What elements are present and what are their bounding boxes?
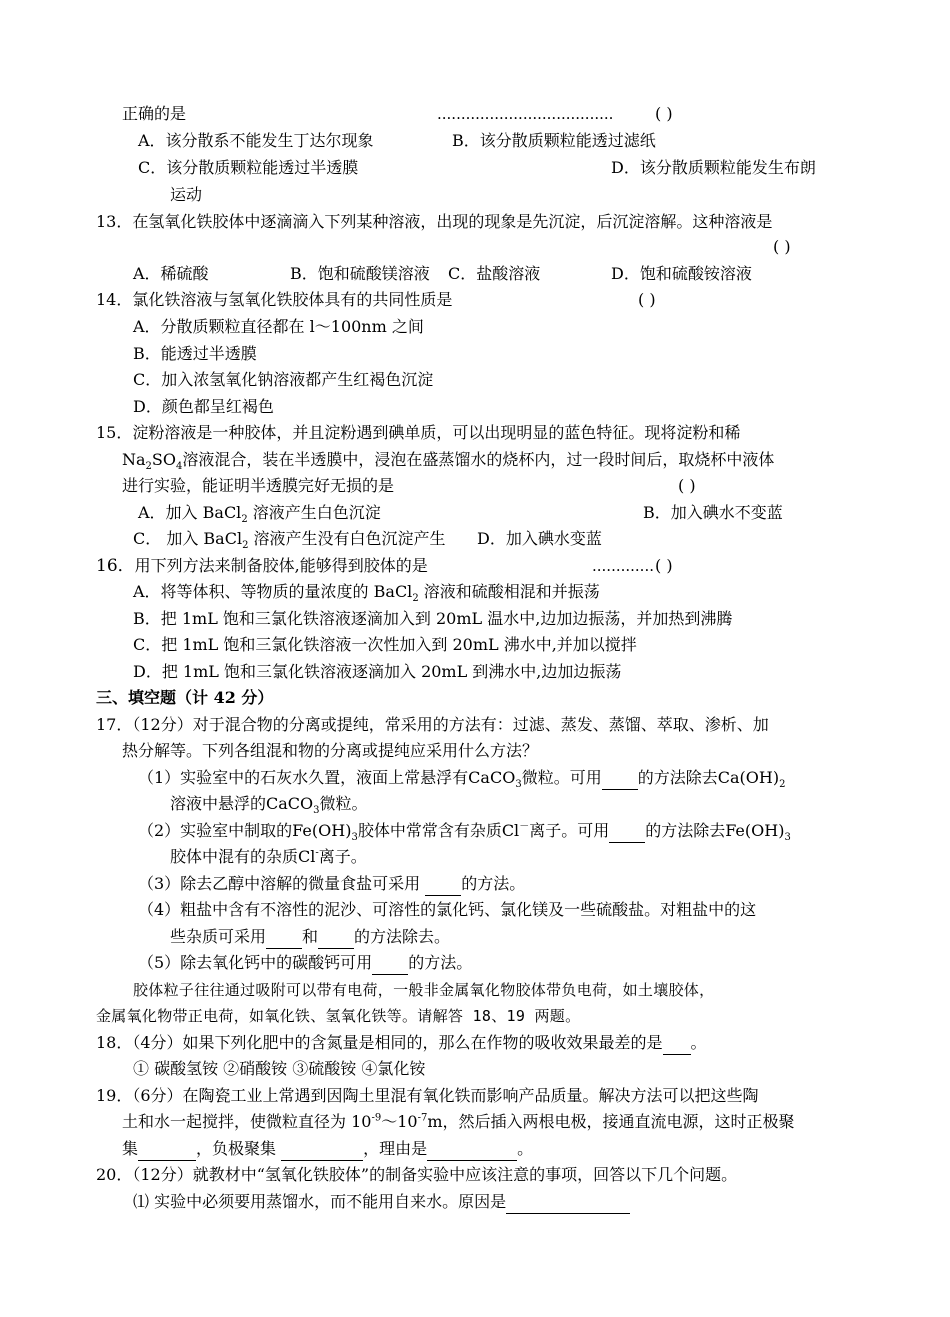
q13-option-b: B．饱和硫酸镁溶液 [290,264,430,283]
q17-blank-1[interactable] [602,767,638,790]
q17-part1-line2: 溶液中悬浮的CaCO$_3$微粒。 [170,794,368,817]
q12-option-d: D．该分散质颗粒能发生布朗 [611,158,816,177]
q16-option-a: A．将等体积、等物质的量浓度的 BaCl$_2$ 溶液和硫酸相混和并振荡 [133,582,600,605]
q15-stem-line3: 进行实验，能证明半透膜完好无损的是 [122,476,395,495]
q14-option-c: C．加入浓氢氧化钠溶液都产生红褐色沉淀 [133,370,434,389]
q17-blank-5[interactable] [372,952,408,975]
q15-stem-line2: $Na_2SO_4$溶液混合，装在半透膜中，浸泡在盛蒸馏水的烧杯内，过一段时间后，取烧杯中液体 [122,450,775,473]
q17-stem-line2: 热分解等。下列各组混和物的分离或提纯应采用什么方法？ [122,741,539,760]
q16-answer-paren: ( ) [655,556,673,575]
q16-option-b: B．把 1mL 饱和三氯化铁溶液逐滴加入到 20mL 温水中,边加边振荡，并加热到沸腾 [133,609,733,628]
q12-stem-tail: 正确的是 [122,104,187,123]
q14-answer-paren: ( ) [638,290,656,309]
q19-stem-line2: 土和水一起搅拌，使微粒直径为 $10^{-9}\sim 10^{-7}m$，然后插入两根电极，接通直流电源，这时正极聚 [122,1112,795,1131]
q19-blank-reason[interactable] [427,1138,517,1161]
q18-options: ① 碳酸氢铵 ②硝酸铵 ③硫酸铵 ④氯化铵 [133,1059,426,1078]
q14-stem: 14．氯化铁溶液与氢氧化铁胶体具有的共同性质是 [96,290,453,309]
q15-option-d: D．加入碘水变蓝 [477,529,602,548]
q17-blank-3[interactable] [425,873,461,896]
section-heading: 三、填空题（计 42 分） [96,688,274,707]
q12-option-c: C．该分散质颗粒能透过半透膜 [138,158,359,177]
note-line2: 金属氧化物带正电荷，如氧化铁、氢氧化铁等。请解答 18、19 两题。 [96,1007,581,1025]
note-line1: 胶体粒子往往通过吸附可以带有电荷，一般非金属氧化物胶体带负电荷，如土壤胶体， [133,981,715,999]
q18-blank[interactable] [663,1032,691,1055]
q20-part1: ⑴ 实验中必须要用蒸馏水，而不能用自来水。原因是 [133,1191,630,1213]
q16-stem: 16．用下列方法来制备胶体,能够得到胶体的是 [96,556,428,576]
q16-option-c: C．把 1mL 饱和三氯化铁溶液一次性加入到 20mL 沸水中,并加以搅拌 [133,635,637,654]
q12-option-a: A．该分散系不能发生丁达尔现象 [138,131,374,150]
q17-part3: （3）除去乙醇中溶解的微量食盐可采用 的方法。 [138,873,525,895]
q15-stem-line1: 15．淀粉溶液是一种胶体，并且淀粉遇到碘单质，可以出现明显的蓝色特征。现将淀粉和稀 [96,423,741,442]
q20-stem: 20．（12分）就教材中“氢氧化铁胶体”的制备实验中应该注意的事项，回答以下几个问题。 [96,1165,738,1184]
q17-part2-line1: （2）实验室中制取的$Fe(OH)_3$胶体中常常含有杂质Cl－离子。可用 的方法除去$Fe(OH)_3$ [138,821,791,844]
q15-option-a: A．加入 BaCl$_2$ 溶液产生白色沉淀 [138,503,381,526]
q17-blank-2[interactable] [609,820,645,843]
q17-part1-line1: （1）实验室中的石灰水久置，液面上常悬浮有CaCO$_3$微粒。可用 的方法除去$Ca(OH)_2$ [138,768,786,791]
q13-option-d: D．饱和硫酸铵溶液 [611,264,752,283]
q17-blank-4a[interactable] [266,926,302,949]
q15-option-c: C． 加入 BaCl$_2$ 溶液产生没有白色沉淀产生 [133,529,446,552]
q13-option-c: C．盐酸溶液 [448,264,541,283]
q12-option-b: B．该分散质颗粒能透过滤纸 [452,131,656,150]
q19-stem-line3: 集 ，负极聚集 ，理由是 。 [122,1138,533,1160]
q19-blank-anode[interactable] [138,1138,196,1161]
q19-stem-line1: 19．（6分）在陶瓷工业上常遇到因陶土里混有氧化铁而影响产品质量。解决方法可以把这些陶 [96,1086,759,1105]
q14-option-d: D．颜色都呈红褐色 [133,397,274,416]
q17-part4-line1: （4）粗盐中含有不溶性的泥沙、可溶性的氯化钙、氯化镁及一些硫酸盐。对粗盐中的这 [138,900,757,919]
q17-blank-4b[interactable] [318,926,354,949]
q12-answer-paren: ( ) [655,104,673,123]
q17-part4-line2: 些杂质可采用 和 的方法除去。 [170,926,450,948]
q15-answer-paren: ( ) [678,476,696,495]
q13-stem: 13．在氢氧化铁胶体中逐滴滴入下列某种溶液，出现的现象是先沉淀，后沉淀溶解。这种溶液是 [96,212,773,231]
q13-option-a: A．稀硫酸 [133,264,209,283]
q19-blank-cathode[interactable] [281,1138,363,1161]
q12-option-d-cont: 运动 [170,185,203,204]
q13-answer-paren: ( ) [773,237,791,256]
q16-option-d: D．把 1mL 饱和三氯化铁溶液逐滴加入 20mL 到沸水中,边加边振荡 [133,662,622,681]
q15-option-b: B．加入碘水不变蓝 [643,503,783,522]
q16-dots: ............. [592,557,654,575]
q17-stem-line1: 17．（12分）对于混合物的分离或提纯，常采用的方法有：过滤、蒸发、蒸馏、萃取、渗析、加 [96,715,769,734]
q17-part5: （5）除去氧化钙中的碳酸钙可用 的方法。 [138,952,472,974]
q20-blank-1[interactable] [506,1191,630,1214]
q18-stem: 18．（4分）如果下列化肥中的含氮量是相同的，那么在作物的吸收效果最差的是 。 [96,1032,707,1054]
q17-part2-line2: 胶体中混有的杂质Cl-离子。 [170,847,367,866]
q12-dots: ..................................... [437,105,614,123]
q14-option-b: B．能透过半透膜 [133,344,257,363]
q14-option-a: A．分散质颗粒直径都在 l～100nm 之间 [133,317,424,336]
